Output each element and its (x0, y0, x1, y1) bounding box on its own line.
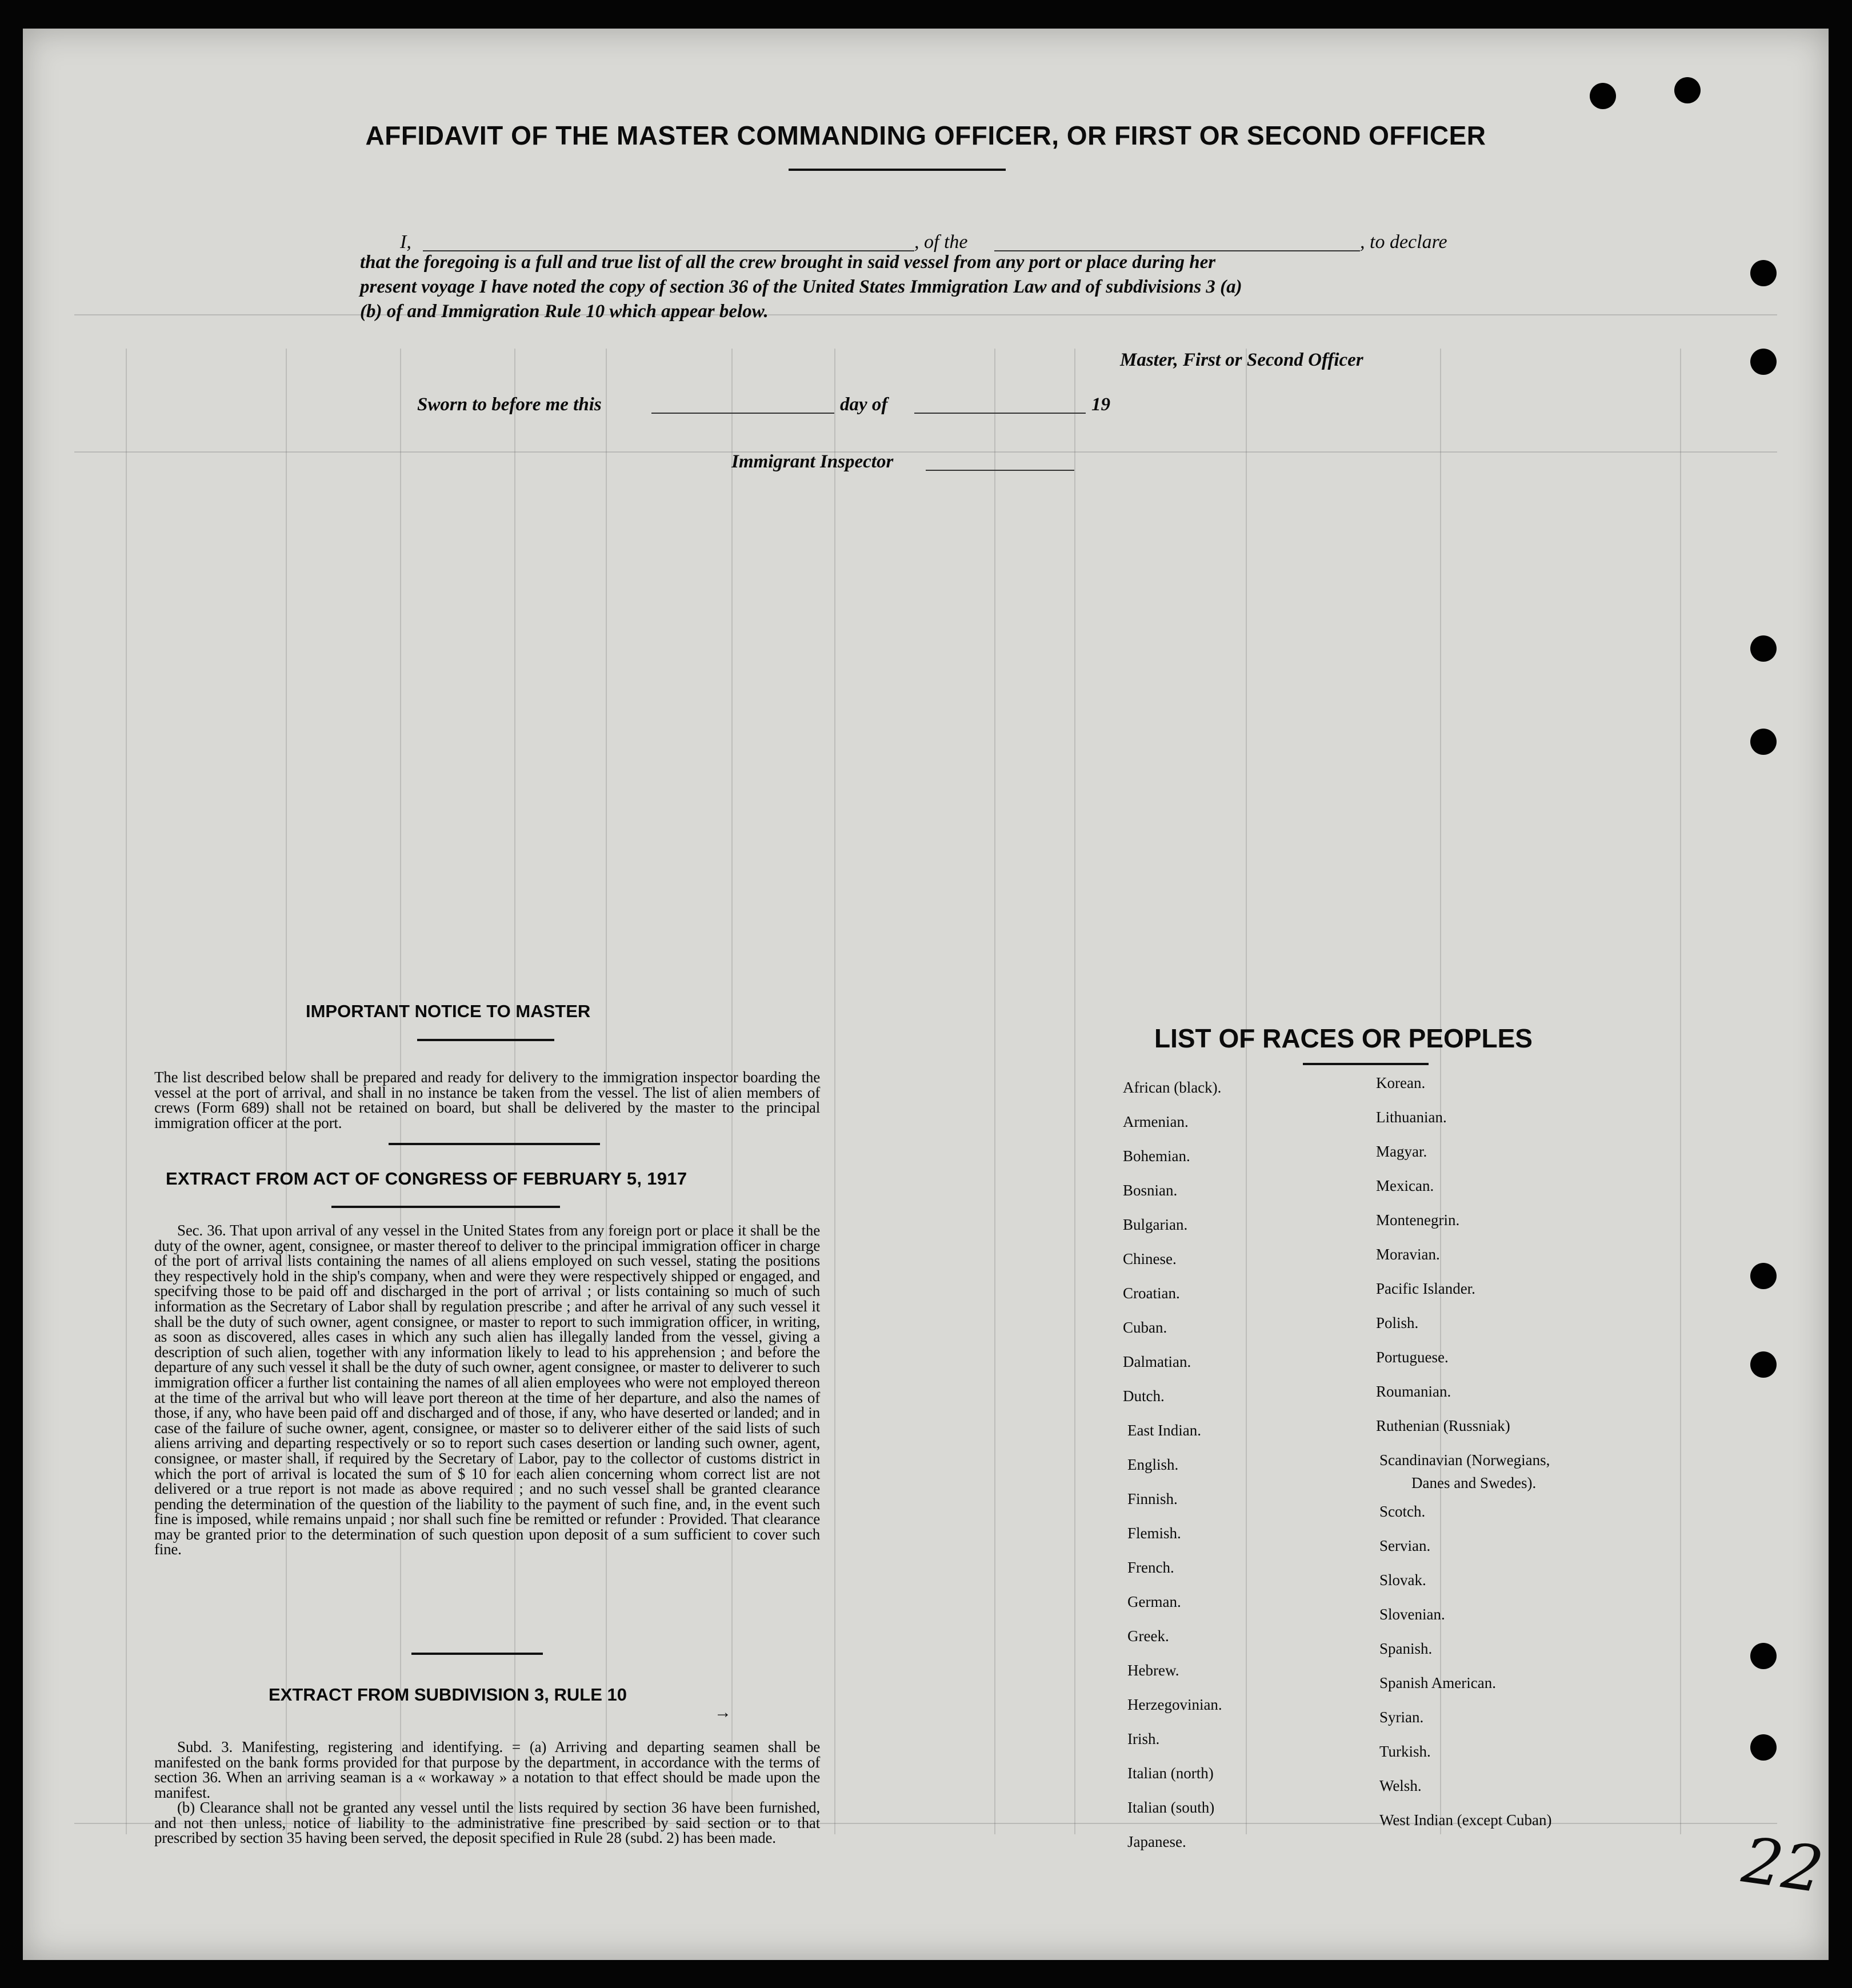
race-left-item: Hebrew. (1127, 1662, 1179, 1679)
act-text: Sec. 36. That upon arrival of any vessel in the United States from any foreign port or place it shall be the duty of the owner, agent, consignee, or master thereof to deliver to the principal immigration officer in charge of the port of arrival lists containing the names of all aliens employed on such vessel, stating the positions they respectively hold in the ship's company, when and were they were respectively shipped or engaged, and specifving those to be paid off and discharged in the port of arrival ; or lists containing so much of such information as the Secretary of Labor shall by regulation prescribe ; and after he arrival of any such vessel it shall be the duty of such owner, agent consignee, or master to report to such immigration officer, in writing, as soon as discovered, alles cases in which any such alien has illegally landed from the vessel, giving a description of such alien, together with any information likely to lead to his apprehension ; and before the departure of any such vessel it shall be the duty of such owner, agent consignee, or master to deliverer to such immigration officer a further list containing the names of all alien employees who were not employed thereon at the time of the arrival but who will leave port thereon at the time of her departure, and also the names of those, if any, who have been paid off and discharged and of those, if any, who have deserted or landed; and in case of the failure of suche owner, agent, consignee, or master so to deliverer either of the said lists of such aliens arriving and departing respectively or so to report such cases desertion or landing such owner, agent, consignee, or master shall, if required by the Secretary of Labor, pay to the collector of customs district in which the port of arrival is located the sum of $ 10 for each alien concerning whom correct list are not delivered or a true report is not made as above required ; and no such vessel shall be granted clearance pending the determination of the question of the liability to the payment of such fine, and, in the event such fine is imposed, while remains unpaid ; nor shall such fine be remitted or refunder : Provided. That clearance may be granted prior to the determination of such question upon deposit of a sum sufficient to cover such fine. (154, 1222, 820, 1558)
race-right-item: Magyar. (1376, 1143, 1427, 1160)
race-left-item: African (black). (1123, 1079, 1222, 1096)
rule-title: EXTRACT FROM SUBDIVISION 3, RULE 10 (269, 1685, 627, 1705)
race-right-item: Welsh. (1379, 1777, 1422, 1794)
race-right-item: Turkish. (1379, 1743, 1431, 1760)
race-left-item: East Indian. (1127, 1422, 1201, 1439)
affidavit-line-3: present voyage I have noted the copy of section 36 of the United States Immigration Law and of subdivisions 3 (a) (360, 277, 1242, 297)
race-right-item: Mexican. (1376, 1177, 1434, 1194)
arrow-mark: → (714, 1703, 731, 1722)
race-left-item: Bulgarian. (1123, 1216, 1188, 1233)
races-title: LIST OF RACES OR PEOPLES (1154, 1023, 1533, 1053)
race-right-item: Korean. (1376, 1074, 1426, 1091)
affidavit-of: , of the (914, 231, 968, 253)
race-right-item: Slovenian. (1379, 1606, 1445, 1623)
race-right-item: Scandinavian (Norwegians, (1379, 1451, 1550, 1469)
race-left-item: Italian (north) (1127, 1765, 1214, 1782)
month-blank (914, 413, 1086, 414)
sworn-label: Sworn to before me this (417, 394, 602, 415)
race-left-item: Dalmatian. (1123, 1353, 1191, 1370)
race-left-item: Flemish. (1127, 1525, 1181, 1542)
race-left-item: Bosnian. (1123, 1182, 1178, 1199)
race-left-item: German. (1127, 1593, 1181, 1610)
affidavit-line-2: that the foregoing is a full and true list of all the crew brought in said vessel from any port or place during her (360, 252, 1216, 273)
bleed-through-line (1246, 349, 1247, 1834)
race-right-item: Moravian. (1376, 1246, 1440, 1263)
binder-hole (1590, 83, 1616, 109)
notice-text: The list described below shall be prepared and ready for delivery to the immigration inspector boarding the vessel at the port of arrival, and shall in no instance be taken from the vessel. The list of alien members of crews (Form 689) shall not be retained on board, but shall be delivered by the master to the principal immigration officer at the port. (154, 1069, 820, 1131)
race-left-item: French. (1127, 1559, 1174, 1576)
binder-hole (1750, 1643, 1777, 1669)
race-left-item: Cuban. (1123, 1319, 1167, 1336)
race-right-item: Lithuanian. (1376, 1109, 1447, 1126)
bleed-through-line (1074, 349, 1075, 1834)
race-right-item: Roumanian. (1376, 1383, 1451, 1400)
binder-hole (1750, 635, 1777, 662)
inspector-blank (926, 470, 1074, 471)
race-right-item: Syrian. (1379, 1709, 1424, 1726)
inspector-caption: Immigrant Inspector (731, 451, 894, 472)
binder-hole (1750, 1734, 1777, 1761)
bleed-through-line (1680, 349, 1681, 1834)
races-underline (1303, 1063, 1429, 1065)
race-left-item: Croatian. (1123, 1285, 1180, 1302)
rule-text-a: Subd. 3. Manifesting, registering and identifying. = (a) Arriving and departing seamen shall be manifested on the bank forms provided for that purpose by the department, in accordance with the terms of section 36. When an arriving seaman is a « workaway » a notation to that effect should be made upon the manifest. (154, 1738, 820, 1801)
race-left-item: Italian (south) (1127, 1799, 1215, 1816)
race-left-item: English. (1127, 1456, 1179, 1473)
affidavit-declare: , to declare (1360, 231, 1447, 253)
binder-hole (1750, 349, 1777, 375)
race-left-item: Herzegovinian. (1127, 1696, 1222, 1713)
race-left-item: Chinese. (1123, 1250, 1177, 1267)
notice-underline (417, 1039, 554, 1041)
rule-text-b: (b) Clearance shall not be granted any vessel until the lists required by section 36 have been furnished, and not then unless, notice of liability to the administrative fine prescribed by said section or to that prescribed by section 35 having been served, the deposit specified in Rule 28 (subd. 2) has been made. (154, 1799, 820, 1847)
race-left-item: Armenian. (1123, 1113, 1189, 1130)
race-left-item: Dutch. (1123, 1387, 1165, 1405)
affidavit-title: AFFIDAVIT OF THE MASTER COMMANDING OFFICER, OR FIRST OR SECOND OFFICER (365, 121, 1486, 150)
race-right-item: Servian. (1379, 1537, 1431, 1554)
race-left-item: Finnish. (1127, 1490, 1178, 1507)
date-blank (651, 413, 834, 414)
act-underline (331, 1206, 560, 1208)
title-underline (789, 169, 1006, 171)
affidavit-line-4: (b) of and Immigration Rule 10 which appear below. (360, 301, 769, 322)
race-right-item: Portuguese. (1376, 1349, 1449, 1366)
race-right-item: Spanish American. (1379, 1674, 1496, 1691)
race-left-item: Japanese. (1127, 1833, 1186, 1850)
race-right-item: Pacific Islander. (1376, 1280, 1475, 1297)
race-right-item: Scotch. (1379, 1503, 1426, 1520)
bleed-through-line (834, 349, 835, 1834)
notice-title: IMPORTANT NOTICE TO MASTER (306, 1001, 591, 1021)
page-number: 22 (1738, 1823, 1828, 1907)
race-right-item: Ruthenian (Russniak) (1376, 1417, 1510, 1434)
race-right-item: West Indian (except Cuban) (1379, 1811, 1552, 1829)
binder-hole (1750, 729, 1777, 755)
binder-hole (1674, 77, 1701, 103)
bleed-through-line (126, 349, 127, 1834)
binder-hole (1750, 1263, 1777, 1289)
race-right-item: Slovak. (1379, 1571, 1426, 1589)
binder-hole (1750, 1351, 1777, 1378)
bleed-through-line (74, 451, 1777, 453)
act-rule (411, 1653, 543, 1655)
day-of-label: day of (840, 394, 888, 415)
race-right-item: Polish. (1376, 1314, 1419, 1331)
race-right-item: Montenegrin. (1376, 1211, 1460, 1229)
race-left-item: Irish. (1127, 1730, 1160, 1747)
affidavit-body (360, 250, 1463, 324)
act-title: EXTRACT FROM ACT OF CONGRESS OF FEBRUARY 5, 1917 (166, 1169, 687, 1189)
notice-rule (389, 1143, 600, 1145)
signature-caption: Master, First or Second Officer (1120, 350, 1363, 370)
document-sheet (23, 29, 1829, 1960)
race-left-item: Greek. (1127, 1627, 1169, 1645)
binder-hole (1750, 260, 1777, 286)
race-scandinavian-continued: Danes and Swedes). (1411, 1474, 1537, 1491)
race-left-item: Bohemian. (1123, 1147, 1190, 1165)
affidavit-i: I, (400, 231, 411, 253)
bleed-through-line (994, 349, 995, 1834)
year-label: 19 (1091, 394, 1110, 415)
race-right-item: Spanish. (1379, 1640, 1433, 1657)
